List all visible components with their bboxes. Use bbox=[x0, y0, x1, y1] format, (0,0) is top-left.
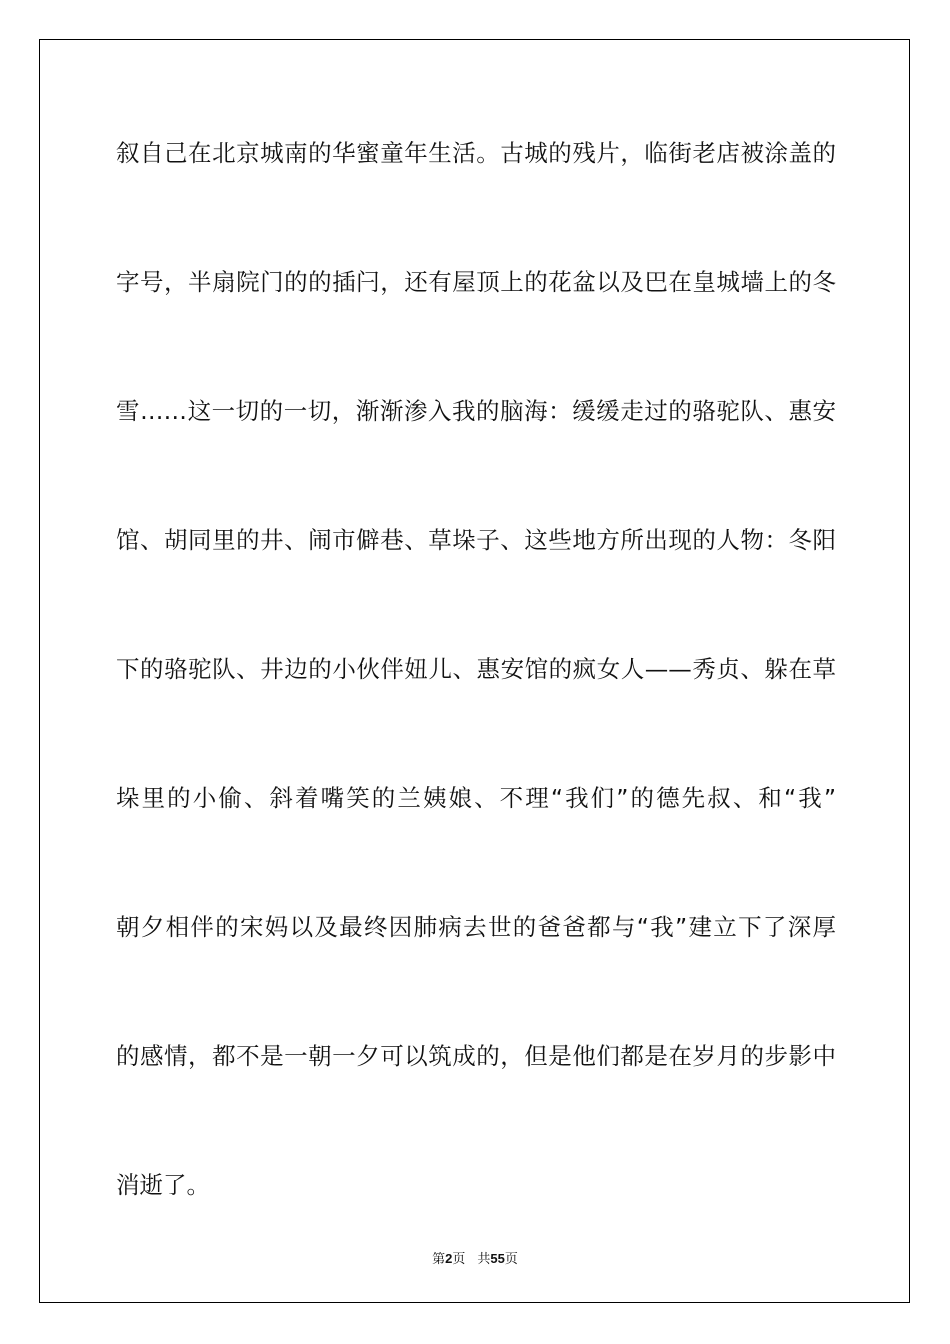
total-prefix: 共 bbox=[477, 1252, 491, 1267]
text-line: 下的骆驼队、井边的小伙伴妞儿、惠安馆的疯女人——秀贞、躲在草 bbox=[116, 655, 836, 683]
total-pages: 55 bbox=[490, 1251, 505, 1266]
text-line: 的感情，都不是一朝一夕可以筑成的，但是他们都是在岁月的步影中 bbox=[116, 1042, 836, 1070]
text-line: 朝夕相伴的宋妈以及最终因肺病去世的爸爸都与“我”建立下了深厚 bbox=[116, 913, 836, 941]
text-line: 馆、胡同里的井、闹市僻巷、草垛子、这些地方所出现的人物：冬阳 bbox=[116, 526, 836, 554]
page-footer bbox=[0, 1248, 950, 1267]
text-line: 叙自己在北京城南的华蜜童年生活。古城的残片，临街老店被涂盖的 bbox=[116, 139, 836, 167]
page-prefix: 第 bbox=[432, 1252, 446, 1267]
body-text bbox=[116, 126, 836, 1287]
text-line: 垛里的小偷、斜着嘴笑的兰姨娘、不理“我们”的德先叔、和“我” bbox=[116, 784, 836, 812]
page-number: 2 bbox=[445, 1251, 453, 1266]
text-line: 雪……这一切的一切，渐渐渗入我的脑海：缓缓走过的骆驼队、惠安 bbox=[116, 397, 836, 425]
page-suffix: 页 bbox=[452, 1252, 466, 1267]
text-line: 字号，半扇院门的的插闩，还有屋顶上的花盆以及巴在皇城墙上的冬 bbox=[116, 268, 836, 296]
text-line-last: 消逝了。 bbox=[116, 1171, 210, 1199]
total-suffix: 页 bbox=[504, 1252, 518, 1267]
